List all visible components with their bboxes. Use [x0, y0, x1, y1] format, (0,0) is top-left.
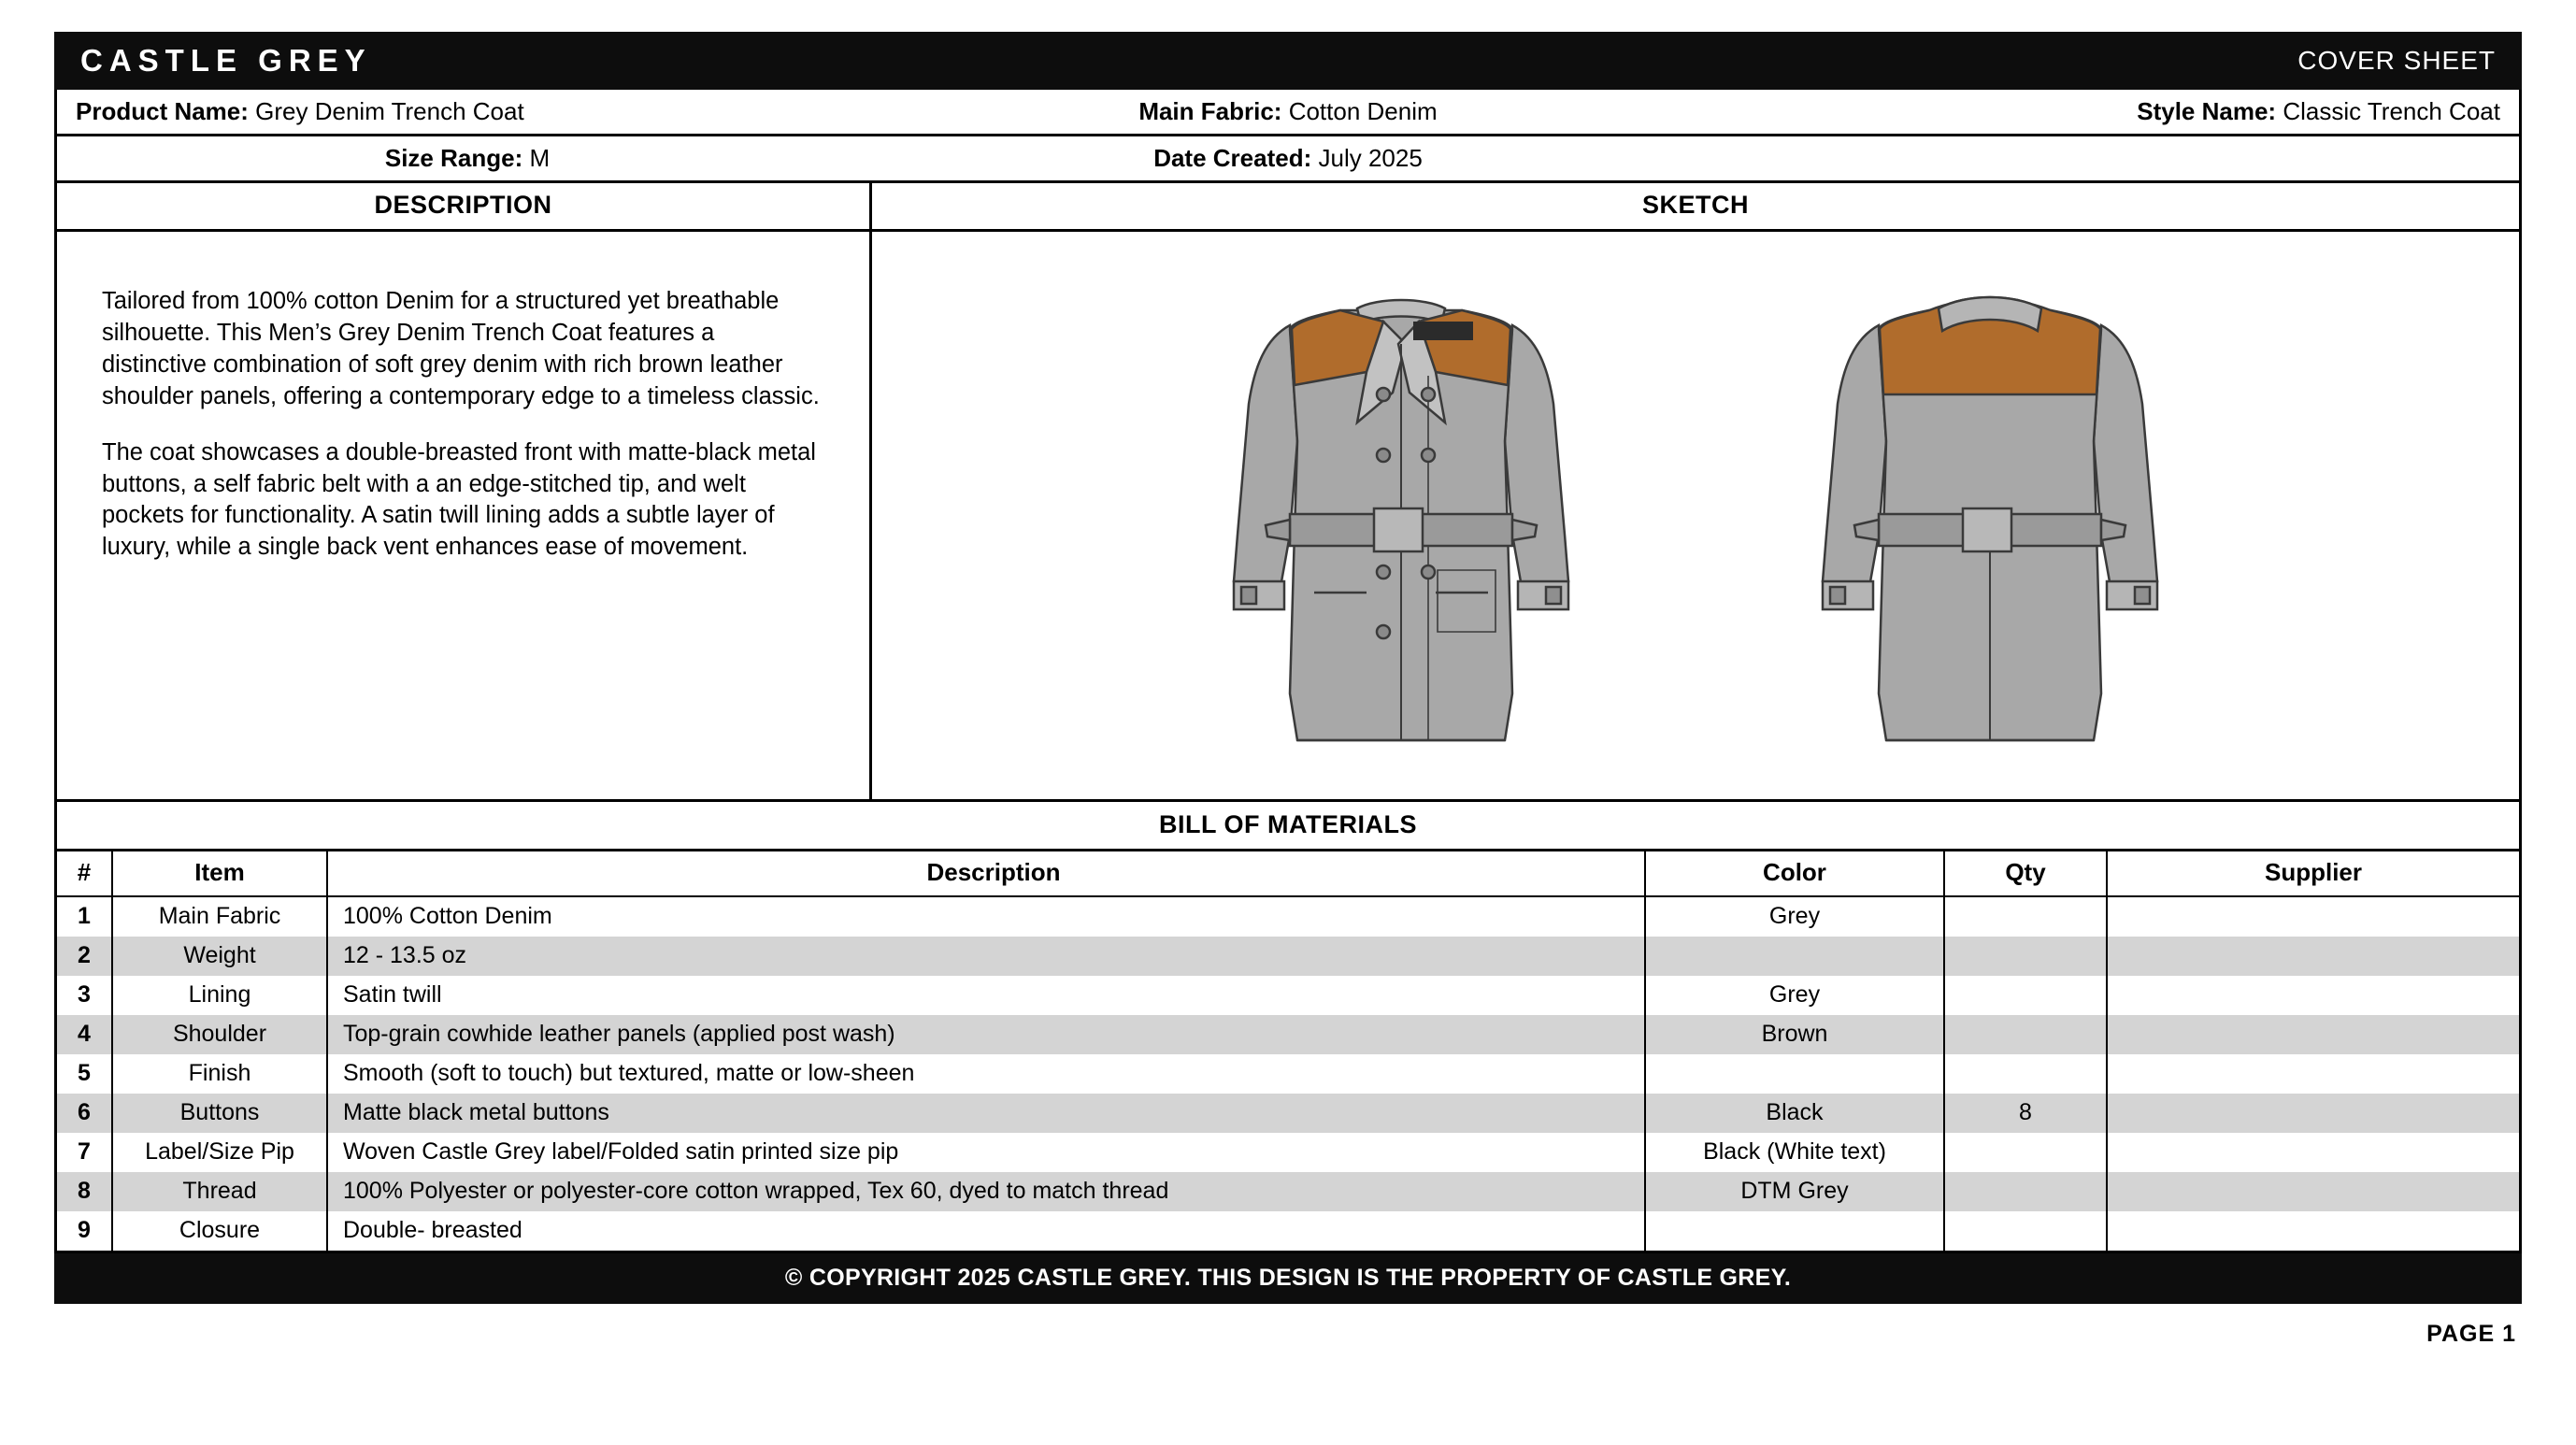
bom-cell-number: 8 — [57, 1172, 112, 1211]
style-name-cell — [1696, 97, 2519, 126]
document-type-label: COVER SHEET — [2297, 46, 2496, 75]
bom-cell-supplier — [2107, 976, 2519, 1015]
bom-cell-number: 4 — [57, 1015, 112, 1054]
main-fabric-cell — [880, 97, 1695, 126]
bom-col-color: Color — [1645, 851, 1944, 896]
description-column — [57, 183, 872, 799]
table-row — [57, 1054, 2519, 1094]
product-name-value: Grey Denim Trench Coat — [255, 97, 524, 125]
date-created-value: July 2025 — [1318, 144, 1423, 172]
copyright-footer: © COPYRIGHT 2025 CASTLE GREY. THIS DESIGN IS THE PROPERTY OF CASTLE GREY. — [54, 1253, 2522, 1304]
table-row — [57, 1172, 2519, 1211]
info-row-secondary — [54, 136, 2522, 183]
bom-col-number: # — [57, 851, 112, 896]
bom-cell-item: Lining — [112, 976, 327, 1015]
bom-cell-qty: 8 — [1944, 1094, 2107, 1133]
table-row — [57, 1094, 2519, 1133]
bom-cell-qty — [1944, 1211, 2107, 1251]
brand-title: CASTLE GREY — [80, 43, 372, 78]
bom-col-description: Description — [327, 851, 1645, 896]
bom-cell-number: 9 — [78, 1217, 91, 1243]
bom-cell-item: Main Fabric — [112, 896, 327, 937]
bom-cell-color — [1645, 1054, 1944, 1094]
bom-cell-supplier — [2107, 1211, 2519, 1251]
bom-cell-qty — [1944, 1133, 2107, 1172]
bom-cell-color — [1645, 1211, 1944, 1251]
description-sketch-section — [54, 183, 2522, 802]
table-row — [57, 1015, 2519, 1054]
size-range-cell — [57, 144, 878, 173]
description-title: DESCRIPTION — [57, 183, 869, 232]
bom-cell-item: Closure — [112, 1211, 327, 1251]
page-number: PAGE 1 — [2426, 1321, 2516, 1347]
sketch-body — [872, 232, 2519, 815]
bom-cell-number: 2 — [57, 937, 112, 976]
sketch-column — [872, 183, 2519, 799]
product-name-cell — [57, 97, 880, 126]
bom-cell-item: Label/Size Pip — [112, 1133, 327, 1172]
bom-cell-description: Double- breasted — [327, 1211, 1645, 1251]
bom-cell-number: 1 — [78, 903, 91, 929]
bom-cell-number: 6 — [57, 1094, 112, 1133]
table-row — [57, 1133, 2519, 1172]
main-fabric-value: Cotton Denim — [1288, 97, 1438, 125]
bom-cell-qty — [1944, 1172, 2107, 1211]
bom-col-qty: Qty — [1944, 851, 2107, 896]
description-paragraph-1: Tailored from 100% cotton Denim for a structured yet breathable silhouette. This Men’s Grey Denim Trench Coat features a distinctive combination of soft grey denim with rich brown leather shoulder panels, offering a contemporary edge to a timeless classic. — [102, 288, 820, 409]
size-range-label: Size Range: — [384, 144, 523, 172]
bom-table — [57, 851, 2519, 1251]
bom-header-row — [57, 851, 2519, 896]
style-name-value: Classic Trench Coat — [2283, 97, 2500, 125]
table-row — [57, 937, 2519, 976]
table-row — [57, 1211, 2519, 1251]
bom-cell-description: 12 - 13.5 oz — [327, 937, 1645, 976]
bom-cell-item: Buttons — [112, 1094, 327, 1133]
bom-cell-qty — [1944, 896, 2107, 937]
date-created-label: Date Created: — [1153, 144, 1312, 172]
bom-cell-color: DTM Grey — [1645, 1172, 1944, 1211]
back-view-flat-sketch — [1789, 254, 2191, 815]
bom-cell-number: 5 — [78, 1060, 91, 1086]
info-row-primary — [54, 90, 2522, 136]
bom-cell-item: Finish — [112, 1054, 327, 1094]
bom-cell-qty — [1944, 976, 2107, 1015]
bom-cell-qty — [1944, 1015, 2107, 1054]
bom-cell-number: 7 — [78, 1138, 91, 1165]
size-range-value: M — [529, 144, 551, 172]
bom-cell-color: Grey — [1645, 896, 1944, 937]
bom-cell-description: Top-grain cowhide leather panels (applied post wash) — [327, 1015, 1645, 1054]
bom-cell-description: 100% Cotton Denim — [327, 896, 1645, 937]
bom-cell-color: Grey — [1645, 976, 1944, 1015]
bom-col-supplier: Supplier — [2107, 851, 2519, 896]
bom-cell-supplier — [2107, 937, 2519, 976]
bom-cell-qty — [1944, 937, 2107, 976]
bom-cell-supplier — [2107, 1094, 2519, 1133]
document-header — [54, 32, 2522, 90]
bom-cell-description: 100% Polyester or polyester-core cotton wrapped, Tex 60, dyed to match thread — [327, 1172, 1645, 1211]
table-row — [57, 896, 2519, 937]
style-name-label: Style Name: — [2137, 97, 2277, 125]
bom-cell-supplier — [2107, 1015, 2519, 1054]
product-name-label: Product Name: — [76, 97, 249, 125]
bom-cell-item: Weight — [112, 937, 327, 976]
bom-title: BILL OF MATERIALS — [57, 802, 2519, 851]
sketch-title: SKETCH — [872, 183, 2519, 232]
bom-cell-supplier — [2107, 1054, 2519, 1094]
bom-cell-description: Satin twill — [327, 976, 1645, 1015]
main-fabric-label: Main Fabric: — [1138, 97, 1282, 125]
bom-col-item: Item — [112, 851, 327, 896]
bom-cell-description: Woven Castle Grey label/Folded satin printed size pip — [327, 1133, 1645, 1172]
bom-cell-color — [1645, 937, 1944, 976]
bom-cell-supplier — [2107, 1172, 2519, 1211]
bom-cell-description: Smooth (soft to touch) but textured, matte or low-sheen — [327, 1054, 1645, 1094]
table-row — [57, 976, 2519, 1015]
bom-cell-supplier — [2107, 1133, 2519, 1172]
bom-cell-color: Black (White text) — [1645, 1133, 1944, 1172]
description-paragraph-2: The coat showcases a double-breasted front with matte-black metal buttons, a self fabric belt with a an edge-stitched tip, and welt pockets for functionality. A satin twill lining adds a subtle layer of luxury, while a single back vent enhances ease of movement. — [102, 438, 816, 561]
front-view-flat-sketch — [1200, 254, 1602, 815]
bom-cell-supplier — [2107, 896, 2519, 937]
bom-cell-color: Black — [1645, 1094, 1944, 1133]
bom-cell-color: Brown — [1645, 1015, 1944, 1054]
date-created-cell — [878, 144, 1698, 173]
bom-cell-item: Thread — [112, 1172, 327, 1211]
bom-cell-description: Matte black metal buttons — [327, 1094, 1645, 1133]
bom-cell-item: Shoulder — [112, 1015, 327, 1054]
bill-of-materials-section — [54, 802, 2522, 1253]
bom-cell-number: 3 — [78, 981, 91, 1008]
description-body — [57, 232, 869, 588]
bom-cell-qty — [1944, 1054, 2107, 1094]
